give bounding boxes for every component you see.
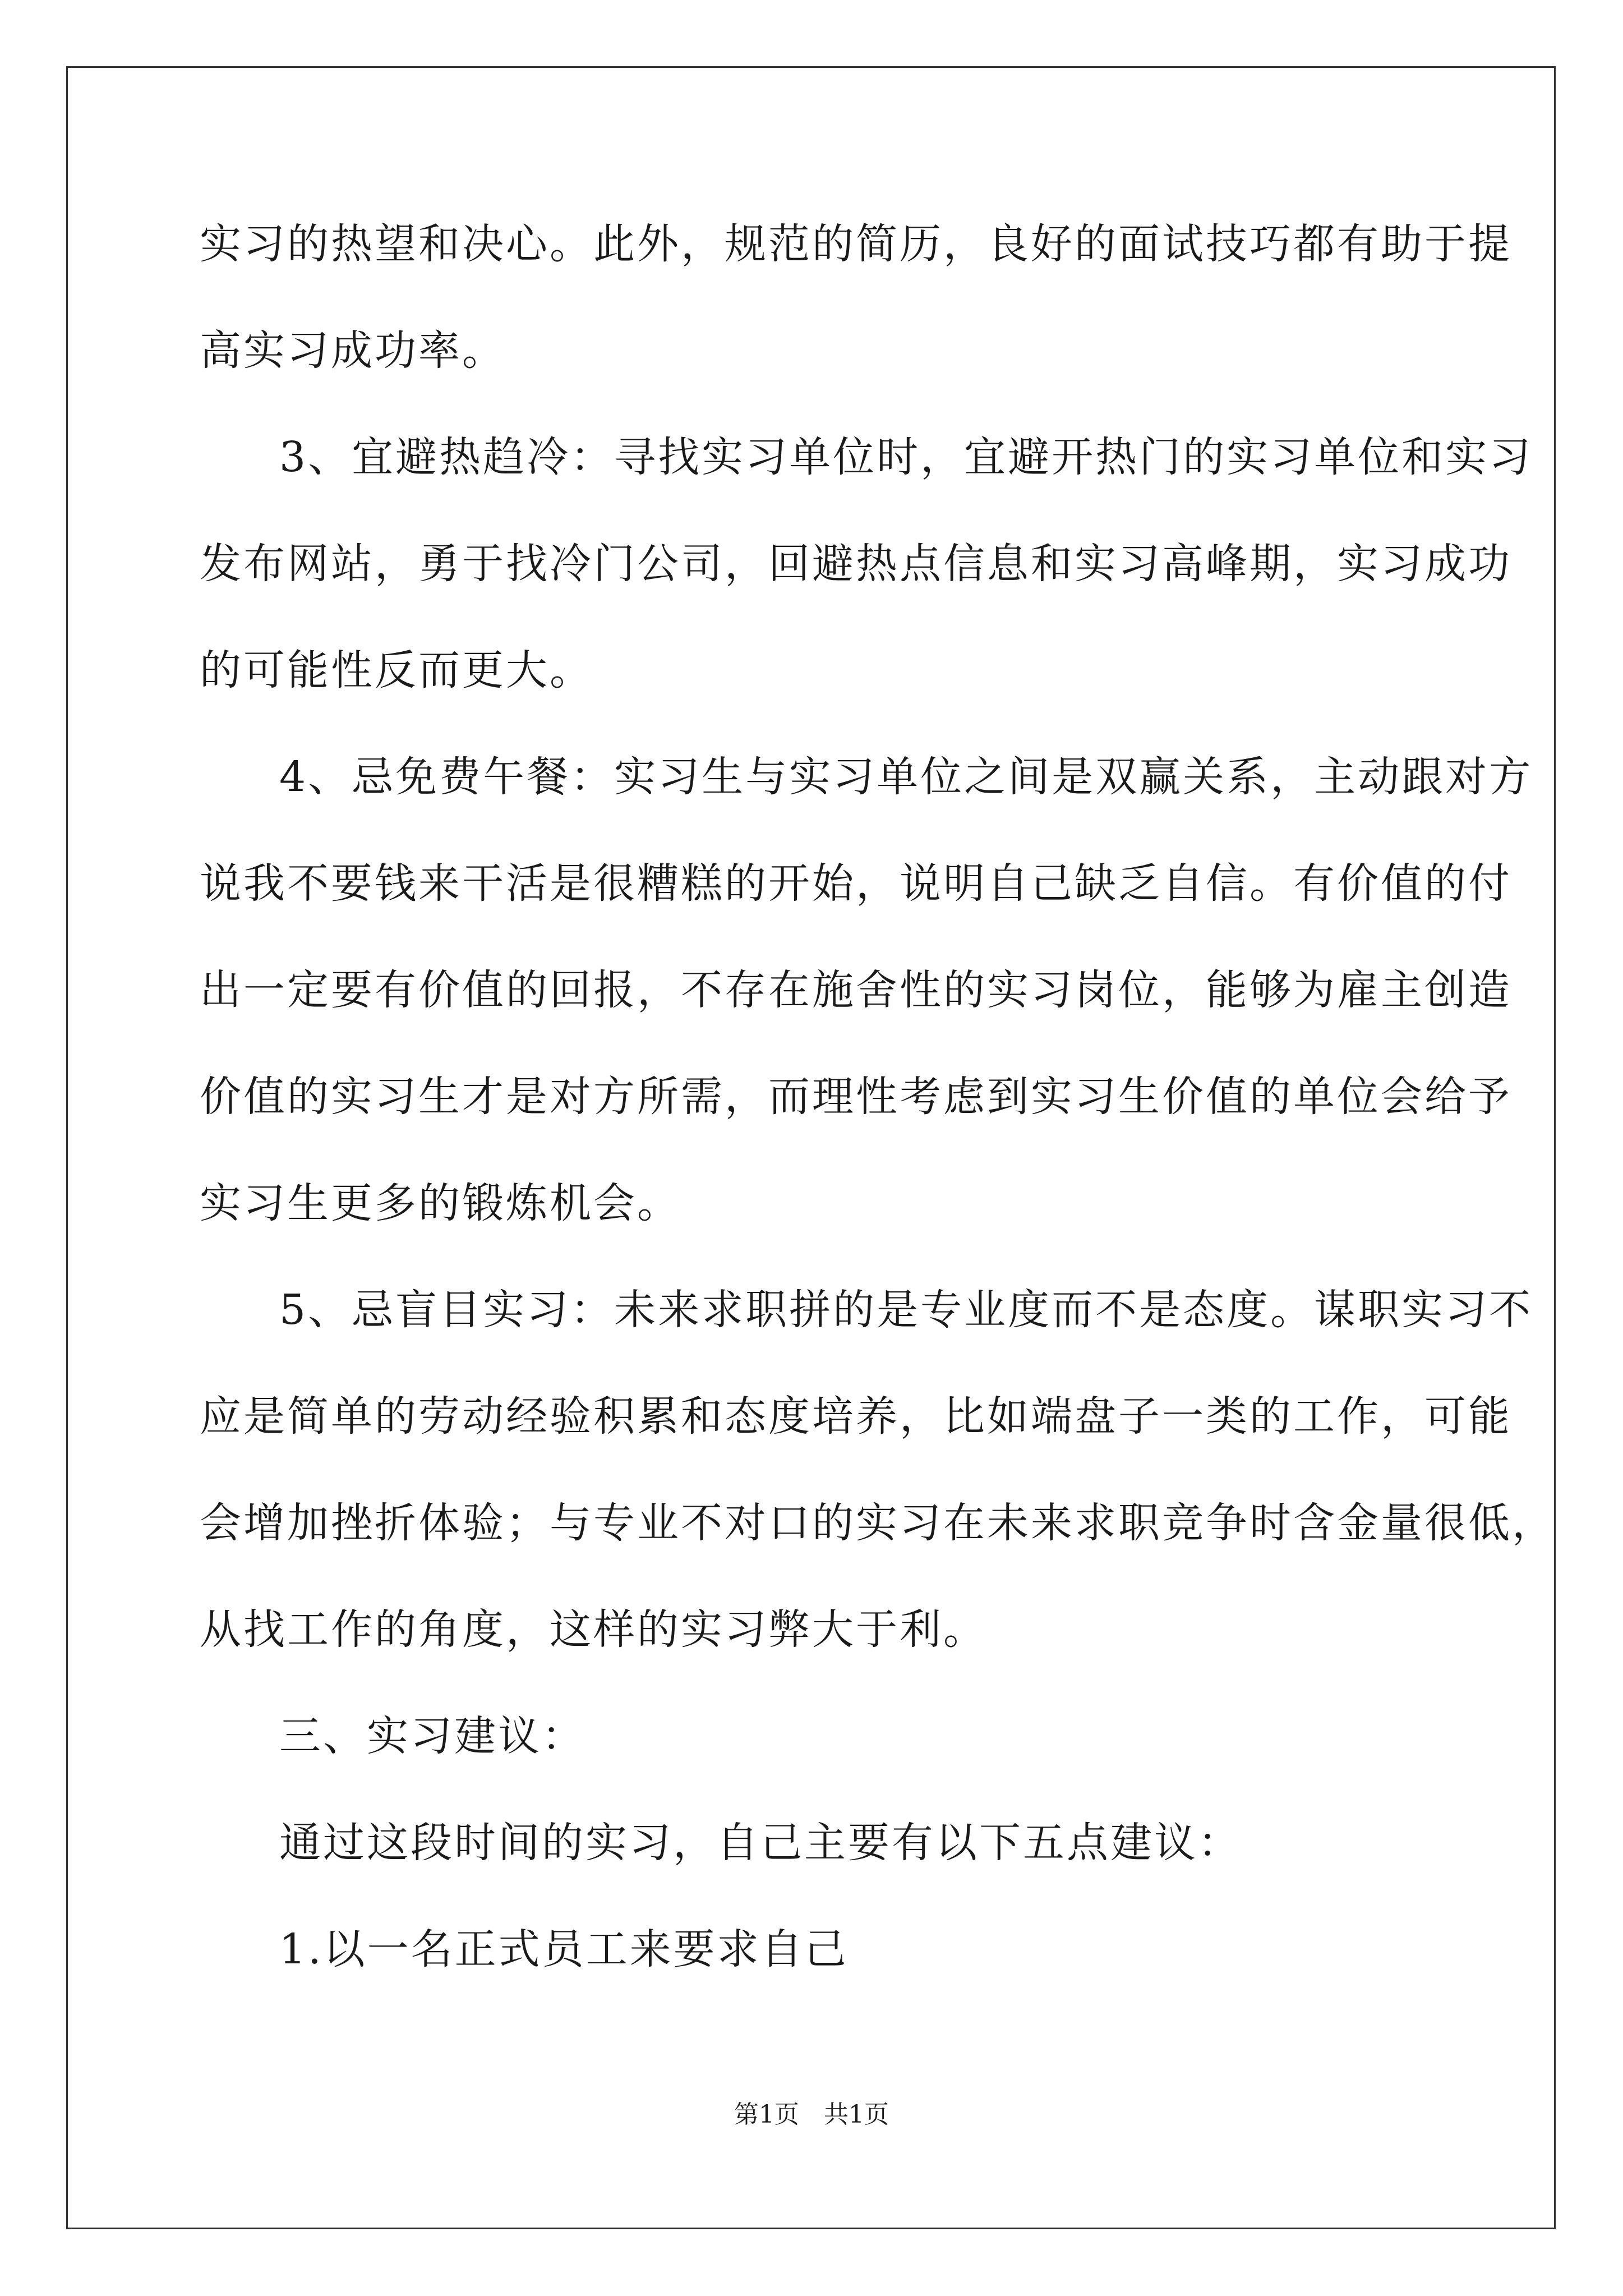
section-heading: 三、实习建议： bbox=[279, 1712, 585, 1760]
text-line: 的可能性反而更大。 bbox=[200, 646, 593, 694]
text-line: 应是简单的劳动经验积累和态度培养，比如端盘子一类的工作，可能 bbox=[200, 1392, 1512, 1441]
page-footer: 第1页 共1页 bbox=[734, 2100, 889, 2129]
text-line: 价值的实习生才是对方所需，而理性考虑到实习生价值的单位会给予 bbox=[200, 1073, 1512, 1121]
text-line: 出一定要有价值的回报，不存在施舍性的实习岗位，能够为雇主创造 bbox=[200, 966, 1512, 1014]
text-line: 通过这段时间的实习，自己主要有以下五点建议： bbox=[279, 1819, 1242, 1867]
text-line: 实习生更多的锻炼机会。 bbox=[200, 1179, 681, 1227]
paragraph-heading-5: 5、忌盲目实习：未来求职拼的是专业度而不是态度。谋职实习不 bbox=[279, 1286, 1533, 1334]
paragraph-heading-4: 4、忌免费午餐：实习生与实习单位之间是双赢关系，主动跟对方 bbox=[279, 753, 1533, 801]
text-line: 高实习成功率。 bbox=[200, 326, 506, 375]
page-border bbox=[66, 66, 1556, 2229]
text-line: 会增加挫折体验；与专业不对口的实习在未来求职竞争时含金量很低， bbox=[200, 1499, 1556, 1547]
text-line: 发布网站，勇于找冷门公司，回避热点信息和实习高峰期，实习成功 bbox=[200, 540, 1512, 588]
text-line: 从找工作的角度，这样的实习弊大于利。 bbox=[200, 1605, 987, 1654]
paragraph-heading-3: 3、宜避热趋冷：寻找实习单位时，宜避开热门的实习单位和实习 bbox=[279, 433, 1533, 481]
text-line: 实习的热望和决心。此外，规范的简历，良好的面试技巧都有助于提 bbox=[200, 220, 1512, 268]
text-line: 说我不要钱来干活是很糟糕的开始，说明自己缺乏自信。有价值的付 bbox=[200, 859, 1512, 908]
list-item: 1.以一名正式员工来要求自己 bbox=[279, 1925, 849, 1973]
